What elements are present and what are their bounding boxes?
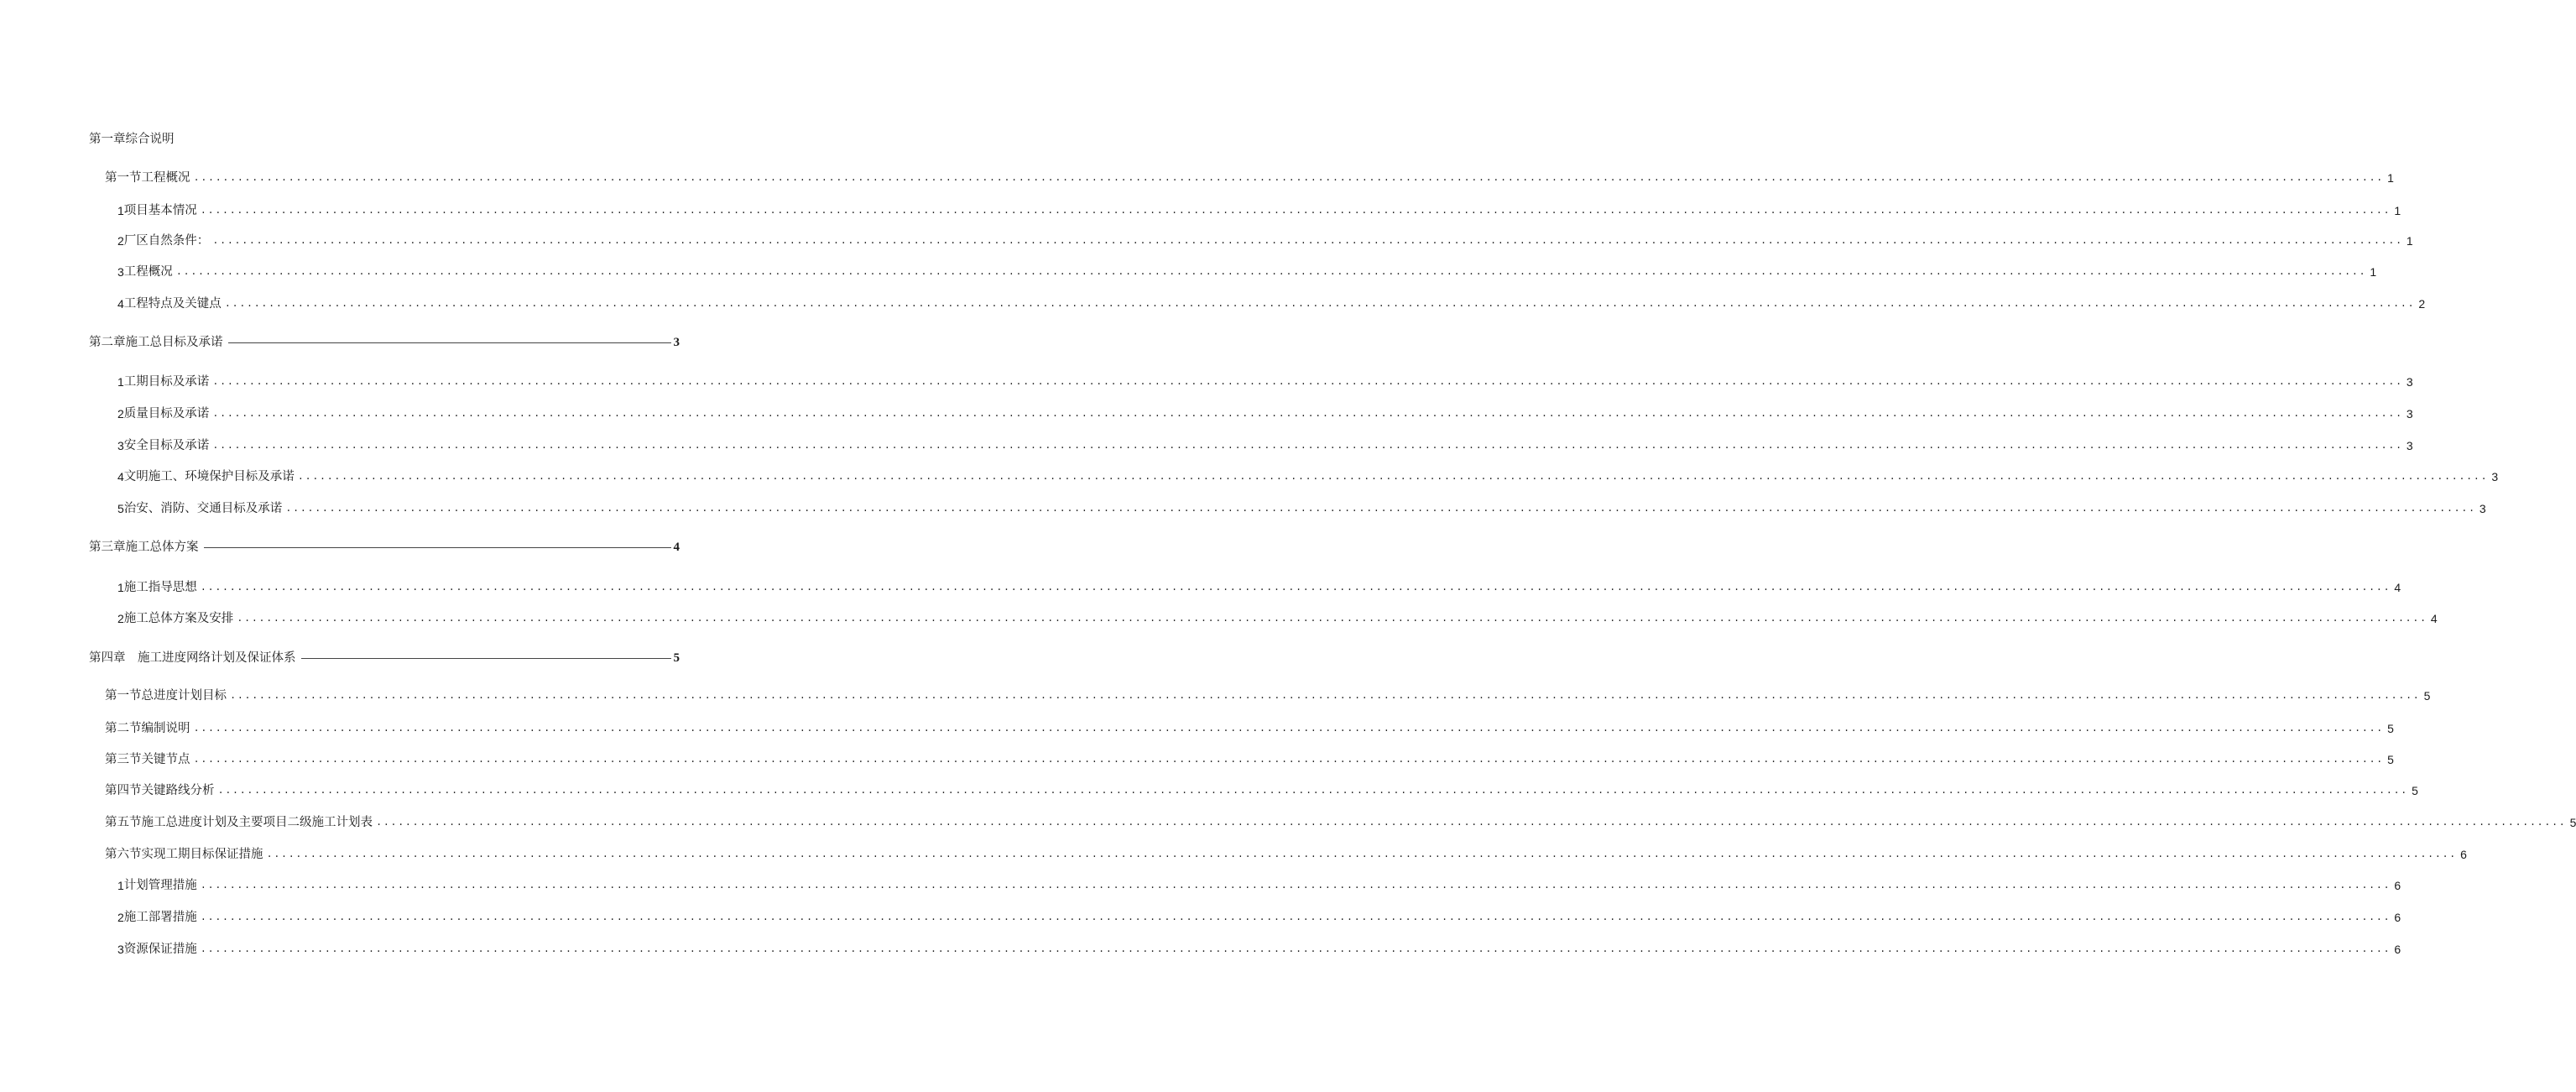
toc-entry-title: 工期目标及承诺 [123,375,210,389]
toc-entry[interactable] [117,294,2426,314]
toc-leader: ............................................................................................................................................................................................................................................................................................................ [285,503,2476,515]
toc-entry-number: 3 [117,943,124,956]
toc-entry[interactable] [105,844,2467,865]
toc-leader: ............................................................................................................................................................................................................................................................................................................ [212,376,2403,388]
toc-entry[interactable] [117,907,2401,927]
toc-entry[interactable] [105,781,2418,801]
toc-entry-page-number: 5 [673,651,680,665]
toc-entry[interactable] [117,404,2413,424]
toc-entry-page-number: 6 [2394,879,2401,892]
toc-entry-title: 第二章施工总目标及承诺 [89,336,223,349]
toc-entry-number: 1 [117,204,124,217]
toc-entry-page-number: 5 [2387,753,2394,766]
toc-entry[interactable] [117,231,2413,251]
toc-entry-title: 施工部署措施 [123,911,197,924]
toc-entry-title: 工程概况 [123,265,173,279]
toc-entry-page-number: 3 [673,336,680,349]
toc-entry-title: 安全目标及承诺 [123,439,210,452]
toc-entry-page-number: 1 [2370,265,2377,279]
toc-entry[interactable] [117,875,2401,896]
toc-entry-number: 1 [117,375,124,389]
toc-leader: ............................................................................................................................................................................................................................................................................................................ [266,849,2457,860]
toc-entry[interactable] [117,609,2438,629]
toc-entry-title: 计划管理措施 [123,879,197,892]
toc-entry-title: 第二节编制说明 [105,722,190,735]
toc-leader: ............................................................................................................................................................................................................................................................................................................ [200,582,2391,593]
toc-entry-title: 治安、消防、交通目标及承诺 [123,502,283,515]
toc-entry-page-number: 5 [2412,784,2418,797]
toc-entry-title: 项目基本情况 [123,204,197,217]
toc-leader: ............................................................................................................................................................................................................................................................................................................ [193,754,2384,765]
toc-leader: ............................................................................................................................................................................................................................................................................................................ [200,205,2391,217]
toc-entry-title: 第三章施工总体方案 [89,541,199,554]
toc-leader: ............................................................................................................................................................................................................................................................................................................ [237,613,2427,624]
toc-leader: ............................................................................................................................................................................................................................................................................................................ [212,235,2403,247]
toc-entry-page-number: 6 [2460,848,2467,861]
toc-entry[interactable] [117,262,2377,282]
toc-entry-page-number: 1 [2387,171,2394,185]
toc-entry[interactable] [117,939,2401,959]
toc-entry-number: 2 [117,407,124,421]
toc-entry-title: 第五节施工总进度计划及主要项目二级施工计划表 [105,816,373,829]
toc-entry[interactable] [117,467,2499,487]
toc-entry-number: 2 [117,612,124,625]
toc-leader: ............................................................................................................................................................................................................................................................................................................ [297,471,2489,483]
toc-leader [204,547,672,548]
toc-entry-title: 第一节工程概况 [105,171,190,185]
toc-entry[interactable] [117,499,2486,519]
toc-leader: ............................................................................................................................................................................................................................................................................................................ [224,298,2416,310]
toc-entry-number: 4 [117,470,124,483]
toc-entry-page-number: 3 [2479,502,2486,515]
toc-entry-page-number: 5 [2423,689,2431,703]
toc-entry[interactable] [105,750,2394,770]
toc-leader: ............................................................................................................................................................................................................................................................................................................ [200,912,2391,923]
toc-entry-title: 资源保证措施 [123,943,197,956]
toc-entry-title: 第四章 施工进度网络计划及保证体系 [89,651,296,665]
toc-entry-page-number: 5 [2569,816,2576,829]
toc-entry-number: 3 [117,439,124,452]
toc-entry-number: 3 [117,265,124,279]
toc-entry[interactable] [105,168,2394,188]
toc-entry-title: 质量目标及承诺 [123,407,210,421]
toc-entry[interactable] [89,129,680,149]
toc-entry-number: 1 [117,879,124,892]
toc-entry[interactable] [89,648,680,668]
toc-leader: ............................................................................................................................................................................................................................................................................................................ [175,266,2367,278]
toc-entry-page-number: 5 [2387,722,2394,735]
toc-entry[interactable] [89,332,680,353]
toc-entry-title: 第六节实现工期目标保证措施 [105,848,263,861]
toc-leader: ............................................................................................................................................................................................................................................................................................................ [230,690,2421,702]
toc-leader: ............................................................................................................................................................................................................................................................................................................ [217,785,2408,797]
toc-entry[interactable] [117,577,2401,598]
toc-entry-page-number: 4 [673,541,680,554]
toc-entry-page-number: 6 [2394,943,2401,956]
toc-entry-title: 第三节关键节点 [105,753,190,766]
toc-entry-title: 施工总体方案及安排 [123,612,234,625]
toc-entry-page-number: 4 [2430,612,2438,625]
toc-entry[interactable] [117,201,2401,221]
toc-entry[interactable] [89,537,680,557]
toc-leader: ............................................................................................................................................................................................................................................................................................................ [193,723,2384,734]
toc-entry-number: 1 [117,581,124,594]
toc-leader: ............................................................................................................................................................................................................................................................................................................ [212,440,2403,452]
toc-entry-title: 第一节总进度计划目标 [105,689,227,703]
toc-leader: ............................................................................................................................................................................................................................................................................................................ [200,943,2391,955]
toc-entry-title: 第一章综合说明 [89,133,175,146]
toc-entry-page-number: 3 [2406,375,2413,389]
toc-entry-title: 厂区自然条件： [123,234,210,248]
toc-entry-page-number: 3 [2491,470,2499,483]
toc-entry[interactable] [105,812,2576,833]
toc-entry[interactable] [117,372,2413,392]
toc-leader: ............................................................................................................................................................................................................................................................................................................ [200,880,2391,891]
toc-entry-page-number: 1 [2394,204,2401,217]
toc-entry[interactable] [117,436,2413,456]
toc-entry-page-number: 4 [2394,581,2401,594]
toc-entry-title: 文明施工、环境保护目标及承诺 [123,470,295,483]
toc-entry-page-number: 3 [2406,439,2413,452]
toc-leader: ............................................................................................................................................................................................................................................................................................................ [376,817,2567,828]
toc-entry-number: 4 [117,297,124,311]
toc-entry-title: 工程特点及关键点 [123,297,222,311]
toc-entry[interactable] [105,718,2394,739]
toc-entry-number: 5 [117,502,124,515]
toc-entry-number: 2 [117,234,124,248]
toc-entry[interactable] [105,686,2431,706]
toc-leader: ............................................................................................................................................................................................................................................................................................................ [193,172,2384,184]
toc-entry-page-number: 6 [2394,911,2401,924]
toc-entry-page-number: 2 [2418,297,2426,311]
toc-entry-page-number: 1 [2406,234,2413,248]
toc-entry-title: 施工指导思想 [123,581,197,594]
toc-entry-number: 2 [117,911,124,924]
toc-leader: ............................................................................................................................................................................................................................................................................................................ [212,408,2403,420]
toc-entry-page-number: 3 [2406,407,2413,421]
toc-entry-title: 第四节关键路线分析 [105,784,215,797]
toc-leader [301,658,672,659]
toc-leader [228,342,672,343]
